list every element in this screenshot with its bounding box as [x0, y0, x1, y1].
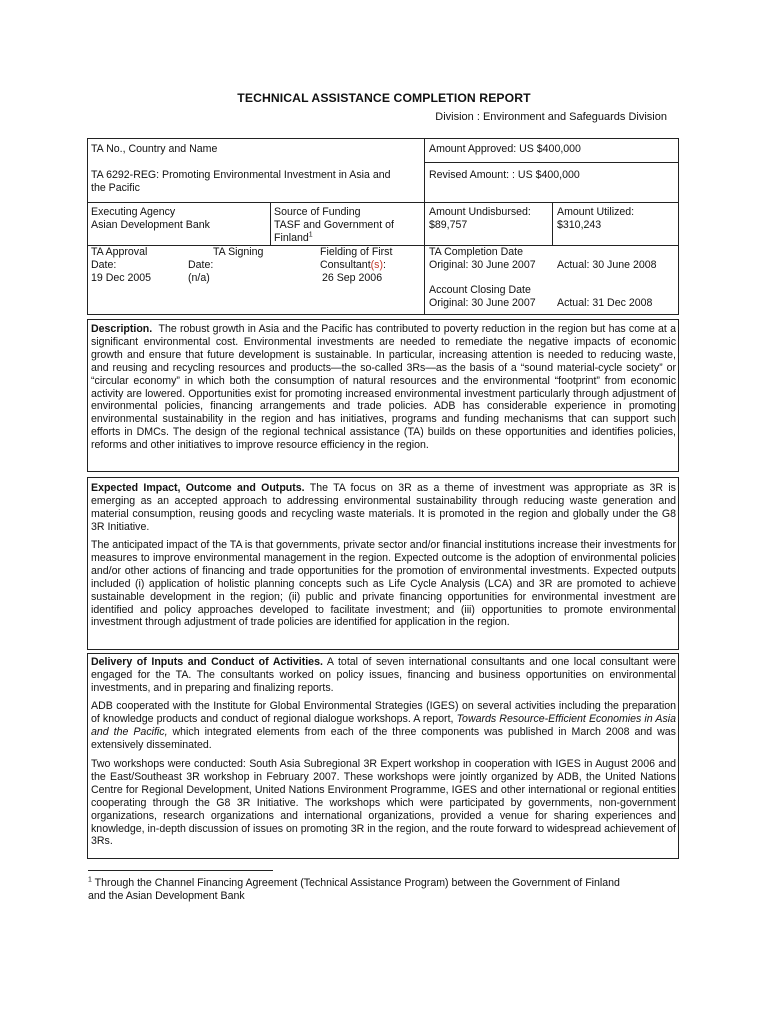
completion-label: TA Completion Date [429, 246, 524, 258]
source-funding-line2 [274, 232, 313, 245]
signing-label1: TA Signing [213, 246, 264, 258]
executing-agency-label: Executing Agency [91, 206, 176, 218]
utilized-value: $310,243 [557, 219, 602, 231]
signing-label2: Date: [188, 259, 214, 271]
completion-actual: Actual: 30 June 2008 [557, 259, 657, 271]
revised-divider [424, 162, 679, 163]
ta-name-line1: TA 6292-REG: Promoting Environmental Investment in Asia and [91, 169, 391, 181]
source-funding-line1: TASF and Government of [274, 219, 394, 231]
revised-amount: Revised Amount: : US $400,000 [429, 169, 580, 181]
approval-label2: Date: [91, 259, 117, 271]
impact-paragraph-1 [91, 482, 676, 534]
fielding-date: 26 Sep 2006 [322, 272, 383, 284]
closing-label: Account Closing Date [429, 284, 531, 296]
undisbursed-label: Amount Undisbursed: [429, 206, 531, 218]
ta-name-line2: the Pacific [91, 182, 140, 194]
impact-paragraph-2: The anticipated impact of the TA is that governments, private sector and/or financial institutions increase their investments for measures to improve environmental management in the region. Expected outcome is the adoption of environmental policies and/or other actions of financing and trade opportunities for the promotion of environmental investments. Expected outputs included (i) application of holistic planning concepts such as Life Cycle Analysis (LCA) and 3R are promoted to achieve sustainable development in the region; (ii) public and private financing opportunities for environmental investment are identified and policy approaches developed to facilitate investment; and (iii) opportunities to promote environmental investment through adjustment of trade policies are identified for application in the region. [91, 539, 676, 629]
description-heading: Description. [91, 323, 153, 335]
closing-actual: Actual: 31 Dec 2008 [557, 297, 653, 309]
closing-original: Original: 30 June 2007 [429, 297, 536, 309]
delivery-text-2a: ADB cooperated with the Institute for Global Environmental Strategies (IGES) on several activities including the preparation of knowledge products and conduct of regional dialogue workshops. A report, [91, 700, 676, 725]
delivery-text-2b: which integrated elements from each of the three components was published in March 2008 and was extensively disseminated. [91, 725, 676, 751]
description-paragraph [91, 323, 676, 452]
fielding-plural: (s) [370, 259, 384, 271]
footnote-line2: and the Asian Development Bank [88, 890, 245, 902]
completion-original: Original: 30 June 2007 [429, 259, 536, 271]
fielding-label1: Fielding of First [320, 246, 393, 258]
undisbursed-value: $89,757 [429, 219, 468, 231]
footnote-ref-1: 1 [308, 231, 313, 239]
source-funding-label: Source of Funding [274, 206, 361, 218]
footnote-line1: Through the Channel Financing Agreement (Technical Assistance Program) between the Government of Finland [94, 877, 620, 889]
utilized-label: Amount Utilized: [557, 206, 635, 218]
division-label: Division : Environment and Safeguards Division [435, 111, 667, 123]
footnote [88, 877, 688, 903]
impact-heading: Expected Impact, Outcome and Outputs. [91, 482, 305, 494]
delivery-paragraph-1 [91, 656, 676, 695]
approval-date: 19 Dec 2005 [91, 272, 152, 284]
delivery-paragraph-2 [91, 700, 676, 752]
footnote-divider [88, 870, 273, 871]
approval-label1: TA Approval [91, 246, 148, 258]
delivery-heading: Delivery of Inputs and Conduct of Activities. [91, 656, 323, 668]
fielding-colon: : [383, 259, 386, 271]
delivery-text-1: A total of seven international consultants and one local consultant were engaged for the TA. The consultants worked on policy issues, financing and business opportunities on environmental investments, and in preparing and finalizing reports. [91, 656, 677, 694]
impact-text-1: The TA focus on 3R as a theme of investment was appropriate as 3R is emerging as an accepted approach to addressing environmental sustainability through reducing waste generation and material consumption, reusing goods and recycling waste materials. It is promoted in the region and globally under the G8 3R Initiative. [91, 482, 676, 533]
source-funding-finland: Finland [274, 232, 309, 244]
delivery-paragraph-3: Two workshops were conducted: South Asia Subregional 3R Expert workshop in cooperation with IGES in August 2006 and the East/Southeast 3R workshop in February 2007. These workshops were jointly organized by ADB, the United Nations Centre for Regional Development, United Nations Environment Programme, IGES and other international or regional entities cooperating through the G8 3R Initiative. The workshops which were participated by governments, non-government organizations, research organizations and international organizations, provided a venue for sharing experiences and knowledge, in-depth discussion of issues on promoting 3R in the region, and the route forward to widespread achievement of 3Rs. [91, 758, 676, 848]
report-title-italic: Towards Resource-Efficient Economies in Asia and the Pacific, [91, 712, 676, 738]
report-title: TECHNICAL ASSISTANCE COMPLETION REPORT [237, 91, 531, 105]
fielding-consultant: Consultant [320, 259, 371, 271]
signing-date: (n/a) [188, 272, 210, 284]
executing-agency-value: Asian Development Bank [91, 219, 210, 231]
fielding-label2 [320, 259, 386, 272]
amount-approved: Amount Approved: US $400,000 [429, 143, 581, 155]
ta-label: TA No., Country and Name [91, 143, 218, 155]
description-text: The robust growth in Asia and the Pacific has contributed to poverty reduction in the region but has come at a significant environmental cost. Environmental investments are needed to remediate the negative impacts of economic growth and ensure that future development is sustainable. In particular, increasing attention is needed to reducing waste, and reusing and recycling resources and products—the so-called 3Rs—as the basis of a “sound material-cycle society” or “circular economy” in which both the consumption of natural resources and the environmental “footprint” from economic activity are lowered. Opportunities exist for promoting increased environmental investment particularly through adjustment of environmental policies, financing arrangements and trade policies. ADB has considerable experience in promoting environmental sustainability in the region and has initiatives, programs and funding mechanisms that can support such efforts in DMCs. The design of the regional technical assistance (TA) builds on these opportunities and identifies policies, reforms and other initiatives to improve resource efficiency in the region. [91, 323, 676, 452]
footnote-mark: 1 [88, 876, 92, 884]
